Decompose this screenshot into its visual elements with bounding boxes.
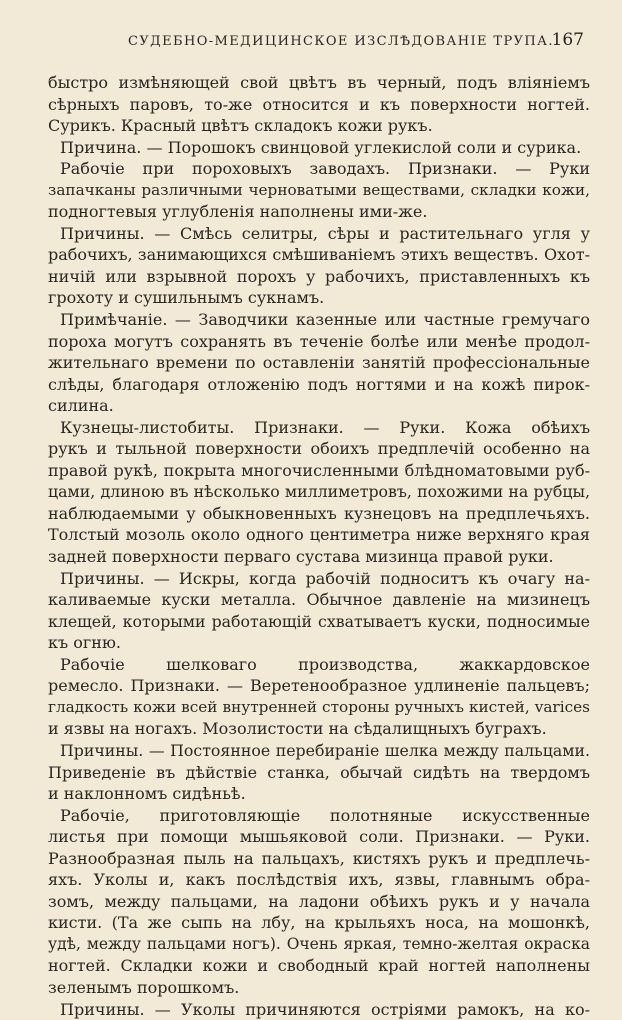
text-line: пороха могутъ сохранять въ теченіе болѣе или менѣе продол- [48, 331, 590, 351]
running-head [48, 30, 584, 52]
text-line: Рабочіе при пороховыхъ заводахъ. Признаки. — Руки [60, 159, 590, 179]
text-line: кисти. (Та же сыпь на лбу, на крыльяхъ носа, на мошонкѣ, [48, 913, 590, 933]
text-line: листья при помощи мышьяковой соли. Признаки. — Руки. [48, 827, 590, 847]
text-line: рукъ и тыльной поверхности обоихъ предплечій особенно на [48, 439, 590, 459]
text-line: ремесло. Признаки. — Веретенообразное удлиненіе пальцевъ; [48, 676, 590, 696]
text-line: Причина. — Порошокъ свинцовой углекислой соли и сурика. [60, 137, 582, 157]
text-line: гладкость кожи всей внутренней стороны ручныхъ кистей, varices [48, 697, 590, 716]
text-line: зомъ, между пальцами, на ладони обѣихъ рукъ и у начала [48, 891, 590, 911]
text-line: сѣрныхъ паровъ, то-же относится и къ поверхности ногтей. [48, 94, 590, 114]
text-line: правой рукѣ, покрыта многочисленными блѣдноматовыми руб- [48, 460, 590, 480]
text-line: Причины. — Искры, когда рабочій подноситъ къ очагу на- [60, 568, 590, 588]
body-text [48, 72, 590, 1020]
text-line: грохоту и сушильнымъ сукнамъ. [48, 288, 325, 308]
text-line: Приведеніе въ дѣйствіе станка, обычай сидѣть на твердомъ [48, 762, 590, 782]
text-line: силина. [48, 396, 114, 416]
text-line: яхъ. Уколы и, какъ послѣдствія ихъ, язвы, главнымъ обра- [48, 870, 590, 890]
text-line: Разнообразная пыль на пальцахъ, кистяхъ рукъ и предплечь- [48, 848, 590, 868]
text-line: ничій или взрывной порохъ у рабочихъ, приставленныхъ къ [48, 266, 590, 286]
text-line: задней поверхности перваго сустава мизинца правой руки. [48, 547, 554, 567]
text-line: Примѣчаніе. — Заводчики казенные или частные гремучаго [60, 310, 590, 330]
text-line: Причины. — Постоянное перебираніе шелка между пальцами. [60, 740, 590, 760]
text-line: и наклонномъ сидѣньѣ. [48, 784, 246, 804]
text-line: быстро измѣняющей свой цвѣтъ въ черный, подъ вліяніемъ [48, 73, 590, 92]
text-line: Сурикъ. Красный цвѣтъ складокъ кожи рукъ. [48, 116, 433, 136]
text-line: каливаемые куски металла. Обычное давленіе на мизинецъ [48, 590, 590, 610]
text-line: ногтей. Складки кожи и свободный край ногтей наполнены [48, 956, 590, 976]
text-line: жительнаго времени по оставленіи занятій профессіональные [48, 353, 590, 373]
text-line: Кузнецы-листобиты. Признаки. — Руки. Кожа обѣихъ [60, 417, 590, 437]
text-line: рабочихъ, занимающихся смѣшиваніемъ этихъ веществъ. Охот- [48, 245, 590, 265]
text-line: наблюдаемыми у обыкновенныхъ кузнецовъ на предплечьяхъ. [48, 503, 590, 523]
text-line: подногтевыя углубленія наполнены ими-же. [48, 202, 428, 222]
page-number: 167 [551, 30, 584, 50]
text-line: удѣ, между пальцами ногъ). Очень яркая, темно-желтая окраска [48, 934, 590, 953]
text-line: Рабочіе шелковаго производства, жаккардовское [60, 654, 590, 674]
text-line: клещей, которыми работающій схватываетъ куски, подносимые [48, 611, 590, 631]
text-line: къ огню. [48, 633, 121, 653]
text-line: запачканы различными черноватыми веществами, складки кожи, [48, 180, 590, 199]
running-title: СУДЕБНО-МЕДИЦИНСКОЕ ИЗСЛѢДОВАНІЕ ТРУПА. [128, 34, 554, 49]
text-line: Причины. — Уколы причиняются остріями рамокъ, на ко- [60, 999, 590, 1019]
text-line: и язвы на ногахъ. Мозолистости на сѣдалищныхъ буграхъ. [48, 719, 547, 739]
text-line: Рабочіе, приготовляющіе полотняные искусственные [60, 805, 590, 825]
text-line: зеленымъ порошкомъ. [48, 977, 240, 997]
text-line: Толстый мозоль около одного центиметра ниже верхняго края [48, 525, 590, 545]
text-line: Причины. — Смѣсь селитры, сѣры и растительнаго угля у [60, 223, 590, 243]
text-line: слѣды, благодаря отложенію подъ ногтями и на кожѣ пирок- [48, 374, 590, 394]
text-line: цами, длиною въ нѣсколько миллиметровъ, похожими на рубцы, [48, 482, 590, 502]
